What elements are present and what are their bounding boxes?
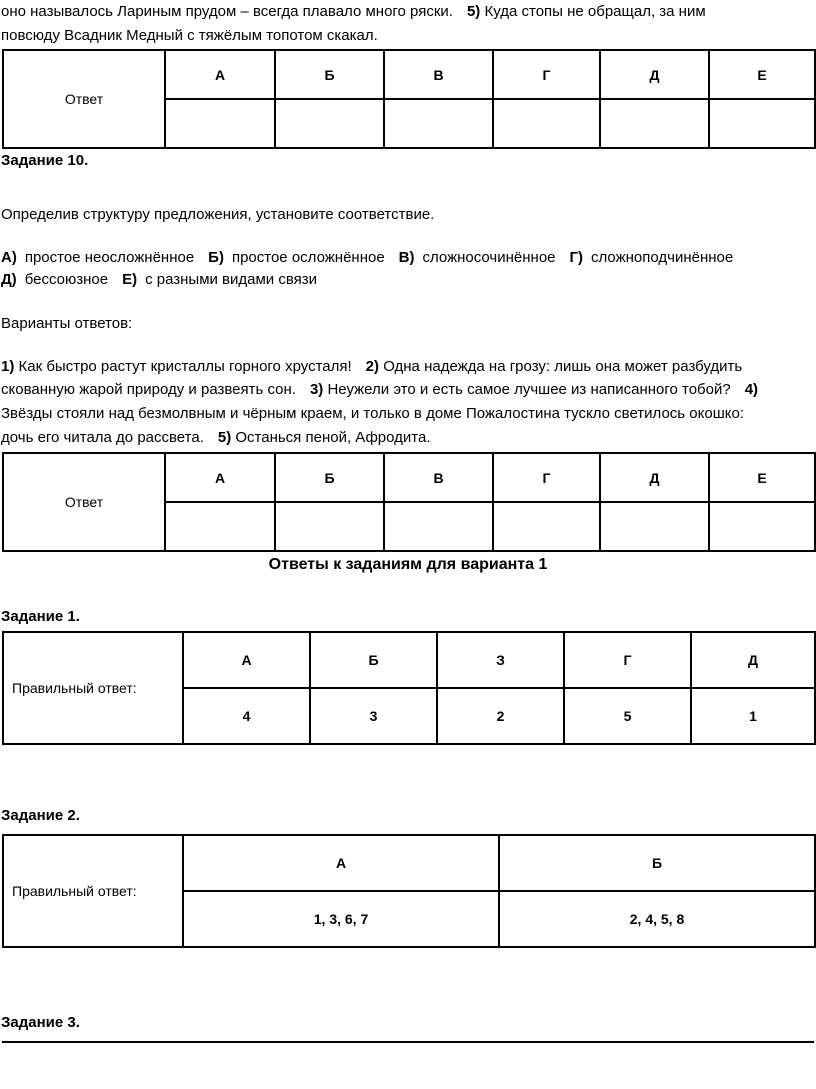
answer-cell[interactable] bbox=[600, 502, 709, 551]
answers-title: Ответы к заданиям для варианта 1 bbox=[268, 556, 548, 573]
variant-line: Звёзды стояли над безмолвным и чёрным краем, и только в доме Пожалостина тускло светилось окошко: bbox=[1, 405, 744, 422]
option-key: Г) bbox=[569, 249, 584, 266]
column-header: Е bbox=[709, 453, 815, 502]
column-header: Г bbox=[493, 453, 600, 502]
answer-cell[interactable] bbox=[275, 99, 384, 148]
column-header: Б bbox=[275, 50, 384, 99]
paragraph-line bbox=[1, 2, 706, 22]
item-number: 1) bbox=[1, 358, 15, 375]
column-header: В bbox=[384, 453, 493, 502]
option-text: простое неосложнённое bbox=[24, 249, 195, 266]
column-header: А bbox=[183, 632, 310, 688]
answer-value: 5 bbox=[564, 688, 691, 744]
option-text: бессоюзное bbox=[24, 271, 109, 288]
answer-cell[interactable] bbox=[600, 99, 709, 148]
variant-text: Неужели это и есть самое лучшее из написанного тобой? bbox=[327, 381, 731, 398]
answer-table-1 bbox=[2, 49, 816, 149]
answer-cell[interactable] bbox=[493, 99, 600, 148]
column-header: З bbox=[437, 632, 564, 688]
column-header: В bbox=[384, 50, 493, 99]
correct-answer-label: Правильный ответ: bbox=[3, 632, 183, 744]
answer-value: 1, 3, 6, 7 bbox=[183, 891, 499, 947]
answer-value: 2, 4, 5, 8 bbox=[499, 891, 815, 947]
answer-cell[interactable] bbox=[384, 99, 493, 148]
column-header: А bbox=[183, 835, 499, 891]
variant-line bbox=[1, 380, 758, 400]
column-header: Е bbox=[709, 50, 815, 99]
column-header: Г bbox=[493, 50, 600, 99]
answer-cell[interactable] bbox=[275, 502, 384, 551]
item-number: 5) bbox=[466, 3, 481, 20]
answer-value: 2 bbox=[437, 688, 564, 744]
variant-text: Останься пеной, Афродита. bbox=[235, 429, 431, 446]
option-text: сложносочинённое bbox=[422, 249, 556, 266]
answer-value: 4 bbox=[183, 688, 310, 744]
variant-text: дочь его читала до рассвета. bbox=[1, 429, 204, 446]
variants-label: Варианты ответов: bbox=[1, 315, 133, 332]
option-text: с разными видами связи bbox=[145, 271, 318, 288]
column-header: Д bbox=[691, 632, 815, 688]
column-header: А bbox=[165, 453, 275, 502]
item-number: 5) bbox=[217, 429, 232, 446]
answer-cell[interactable] bbox=[709, 502, 815, 551]
column-header: Б bbox=[310, 632, 437, 688]
answer-label: Ответ bbox=[3, 50, 165, 148]
answer-cell[interactable] bbox=[165, 502, 275, 551]
column-header: А bbox=[165, 50, 275, 99]
variant-text: скованную жарой природу и развеять сон. bbox=[1, 381, 296, 398]
column-header: Б bbox=[275, 453, 384, 502]
item-number: 4) bbox=[744, 381, 759, 398]
variant-text: Как быстро растут кристаллы горного хрусталя! bbox=[18, 358, 352, 375]
option-text: простое осложнённое bbox=[231, 249, 385, 266]
correct-answer-table-1 bbox=[2, 631, 816, 745]
answer-cell[interactable] bbox=[165, 99, 275, 148]
answer-cell[interactable] bbox=[493, 502, 600, 551]
paragraph-line: повсюду Всадник Медный с тяжёлым топотом скакал. bbox=[1, 27, 378, 44]
text: Куда стопы не обращал, за ним bbox=[484, 3, 706, 20]
option-key: Е) bbox=[122, 271, 138, 288]
column-header: Б bbox=[499, 835, 815, 891]
option-text: сложноподчинённое bbox=[591, 249, 734, 266]
task-instruction: Определив структуру предложения, установите соответствие. bbox=[1, 206, 435, 223]
variant-text: Одна надежда на грозу: лишь она может разбудить bbox=[383, 358, 743, 375]
answer-cell[interactable] bbox=[384, 502, 493, 551]
task-heading: Задание 2. bbox=[1, 807, 80, 824]
correct-answer-label: Правильный ответ: bbox=[3, 835, 183, 947]
item-number: 2) bbox=[365, 358, 380, 375]
option-key: Б) bbox=[208, 249, 224, 266]
column-header: Д bbox=[600, 453, 709, 502]
task-heading: Задание 1. bbox=[1, 608, 80, 625]
text: оно называлось Лариным прудом – всегда плавало много ряски. bbox=[1, 3, 453, 20]
options-line bbox=[1, 270, 317, 290]
table-top-border bbox=[2, 1041, 814, 1043]
variant-line bbox=[1, 428, 431, 448]
option-key: Д) bbox=[1, 271, 17, 288]
variant-line bbox=[1, 357, 742, 377]
option-key: А) bbox=[1, 249, 17, 266]
correct-answer-table-2 bbox=[2, 834, 816, 948]
options-line bbox=[1, 248, 733, 268]
answer-value: 3 bbox=[310, 688, 437, 744]
option-key: В) bbox=[398, 249, 415, 266]
column-header: Д bbox=[600, 50, 709, 99]
task-heading: Задание 3. bbox=[1, 1014, 80, 1031]
task-heading: Задание 10. bbox=[1, 152, 89, 169]
answer-value: 1 bbox=[691, 688, 815, 744]
answer-cell[interactable] bbox=[709, 99, 815, 148]
answer-table-2 bbox=[2, 452, 816, 552]
column-header: Г bbox=[564, 632, 691, 688]
answer-label: Ответ bbox=[3, 453, 165, 551]
item-number: 3) bbox=[309, 381, 324, 398]
